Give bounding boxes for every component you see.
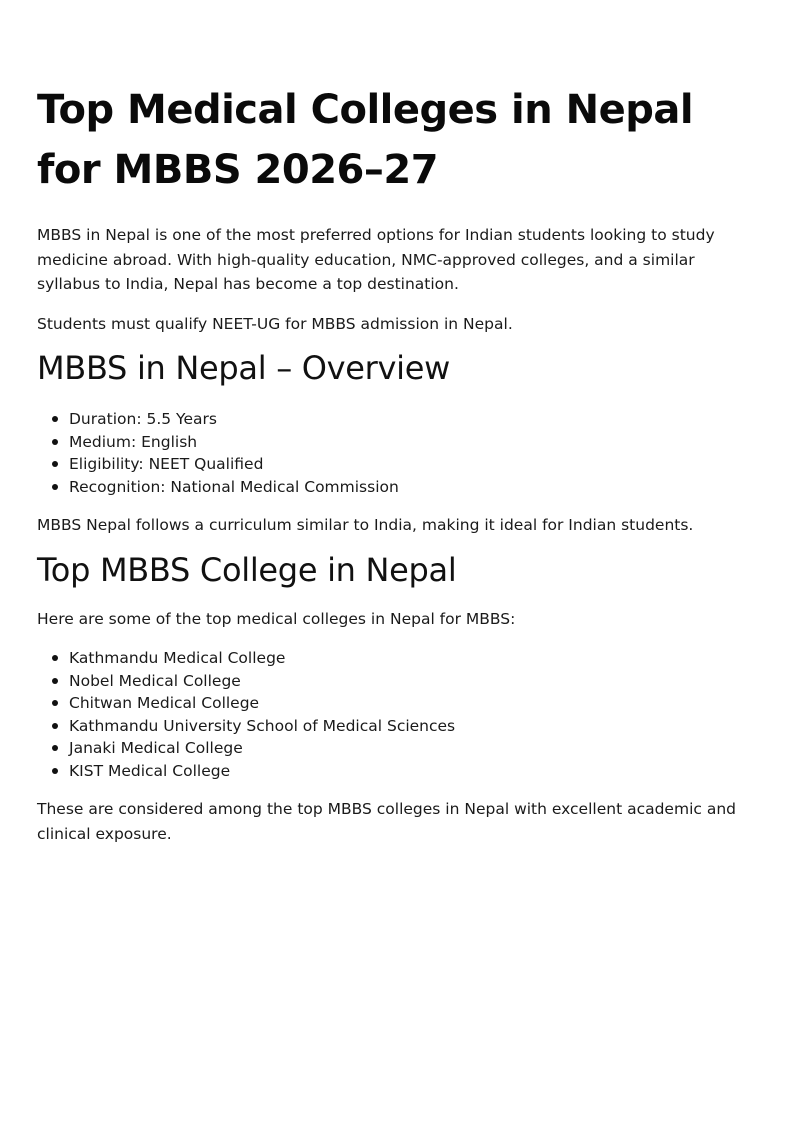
colleges-list [37, 647, 762, 782]
list-item: Duration: 5.5 Years [69, 408, 762, 431]
bullet-icon [52, 700, 58, 706]
list-item: Eligibility: NEET Qualified [69, 453, 762, 476]
overview-heading: MBBS in Nepal – Overview [37, 349, 451, 387]
list-item: Janaki Medical College [69, 737, 762, 760]
bullet-icon [52, 416, 58, 422]
list-item: Kathmandu Medical College [69, 647, 762, 670]
document-page [37, 80, 762, 846]
list-item: Nobel Medical College [69, 670, 762, 693]
list-item: Chitwan Medical College [69, 692, 762, 715]
overview-list [37, 408, 762, 498]
conclusion-paragraph: These are considered among the top MBBS colleges in Nepal with excellent academic and clinical exposure. [37, 800, 736, 843]
list-item: KIST Medical College [69, 760, 762, 783]
intro-paragraph: MBBS in Nepal is one of the most preferred options for Indian students looking to study medicine abroad. With high-quality education, NMC-approved colleges, and a similar syllabus to India, Nepal has become a top destination. [37, 226, 715, 293]
bullet-icon [52, 461, 58, 467]
list-item: Medium: English [69, 431, 762, 454]
neet-requirement-paragraph: Students must qualify NEET-UG for MBBS admission in Nepal. [37, 314, 513, 333]
bullet-icon [52, 768, 58, 774]
list-item: Kathmandu University School of Medical Sciences [69, 715, 762, 738]
colleges-intro-paragraph: Here are some of the top medical colleges in Nepal for MBBS: [37, 609, 516, 628]
bullet-icon [52, 745, 58, 751]
curriculum-note-paragraph: MBBS Nepal follows a curriculum similar to India, making it ideal for Indian students. [37, 516, 694, 534]
bullet-icon [52, 678, 58, 684]
colleges-heading: Top MBBS College in Nepal [37, 550, 457, 589]
bullet-icon [52, 723, 58, 729]
page-title: Top Medical Colleges in Nepal for MBBS 2026–27 [37, 87, 694, 193]
bullet-icon [52, 655, 58, 661]
list-item: Recognition: National Medical Commission [69, 476, 762, 499]
bullet-icon [52, 439, 58, 445]
bullet-icon [52, 484, 58, 490]
